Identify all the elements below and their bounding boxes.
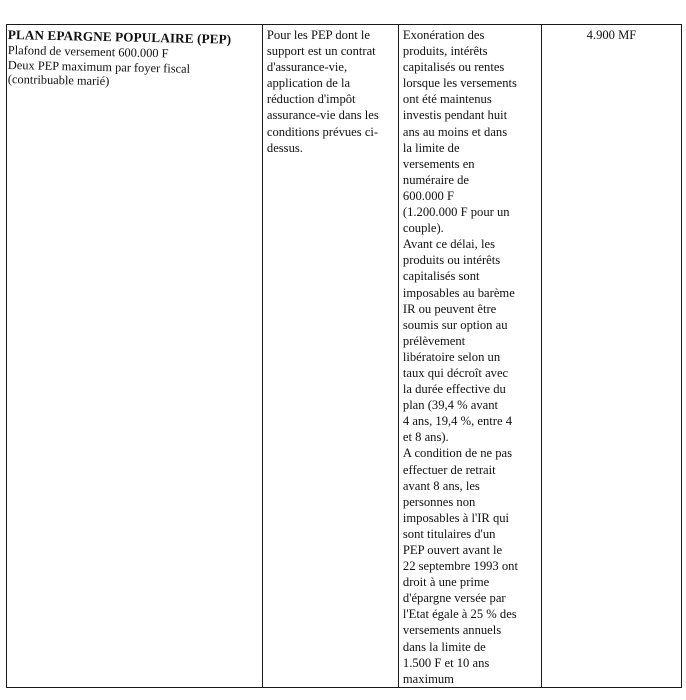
exemption-paragraph-2: Avant ce délai, les produits ou intérêts capitalisés sont imposables au barème IR ou peuvent être soumis sur option au prélèvement libératoire selon un taux qui décroît avec la durée effective du plan (39,4 % avant 4 ans, 19,4 %, entre 4 et 8 ans).: [402, 237, 515, 445]
measure-cell: [7, 25, 263, 688]
measure-line-ceiling: Plafond de versement 600.000 F: [7, 43, 169, 61]
measure-title: PLAN EPARGNE POPULAIRE (PEP): [7, 27, 232, 47]
exemption-paragraph-3: A condition de ne pas effectuer de retrait avant 8 ans, les personnes non imposables à l'IR qui sont titulaires d'un PEP ouvert avant le 22 septembre 1993 ont droit à une prime d'épargne versée par l'Etat égale à 25 % des versements annuels dans la limite de 1.500 F et 10 ans maximum: [402, 446, 518, 686]
measure-line-max-pep: Deux PEP maximum par foyer fiscal: [7, 57, 191, 76]
life-insurance-cell: [262, 25, 398, 688]
pep-tax-table: [6, 24, 682, 688]
exemption-cell: [398, 25, 541, 688]
table-row: [7, 25, 682, 688]
life-insurance-text: Pour les PEP dont le support est un contrat d'assurance-vie, application de la réduction d'impôt assurance-vie dans les conditions prévues ci- dessus.: [266, 28, 379, 155]
cost-cell: [541, 25, 681, 688]
exemption-paragraph-1: Exonération des produits, intérêts capitalisés ou rentes lorsque les versements ont été maintenus investis pendant huit ans au moins et dans la limite de versements en numéraire de 600.000 F (1.200.000 F pour un couple).: [402, 28, 517, 236]
measure-line-married: (contribuable marié): [7, 72, 110, 89]
cost-amount: 4.900 MF: [586, 28, 637, 42]
